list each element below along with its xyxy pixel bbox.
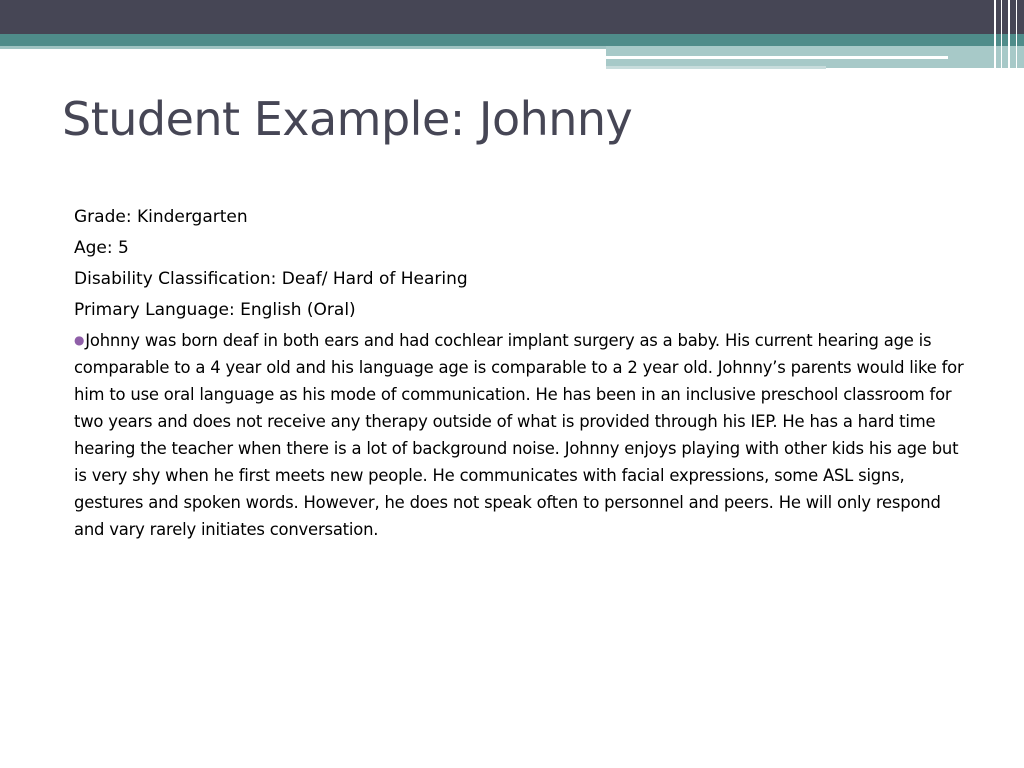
fact-age: Age: 5 (74, 238, 129, 258)
slide-title: Student Example: Johnny (62, 92, 633, 146)
fact-disability: Disability Classification: Deaf/ Hard of Hearing (74, 269, 468, 289)
header-dark-bar (0, 0, 1024, 34)
header-vertical-line (1016, 0, 1017, 68)
header-vertical-line (1001, 0, 1002, 68)
description-paragraph (74, 327, 964, 543)
fact-grade: Grade: Kindergarten (74, 207, 248, 227)
bullet-icon: ● (74, 333, 85, 347)
header-vertical-line (994, 0, 996, 68)
header-teal-bar (0, 34, 1024, 46)
header-vertical-line (1008, 0, 1010, 68)
slide-body (74, 202, 964, 543)
description-text: Johnny was born deaf in both ears and had cochlear implant surgery as a baby. His current hearing age is comparable to a 4 year old and his language age is comparable to a 2 year old. Johnny’s parents would like for him to use oral language as his mode of communication. He has been in an inclusive preschool classroom for two years and does not receive any therapy outside of what is provided through his IEP. He has a hard time hearing the teacher when there is a lot of background noise. Johnny enjoys playing with other kids his age but is very shy when he first meets new people. He communicates with facial expressions, some ASL signs, gestures and spoken words. However, he does not speak often to personnel and peers. He will only respond and vary rarely initiates conversation. (74, 331, 964, 539)
fact-language: Primary Language: English (Oral) (74, 300, 356, 320)
header-right-stripe (606, 56, 948, 59)
header-light-stripe (0, 46, 606, 49)
header-right-stripe-2 (606, 66, 826, 69)
